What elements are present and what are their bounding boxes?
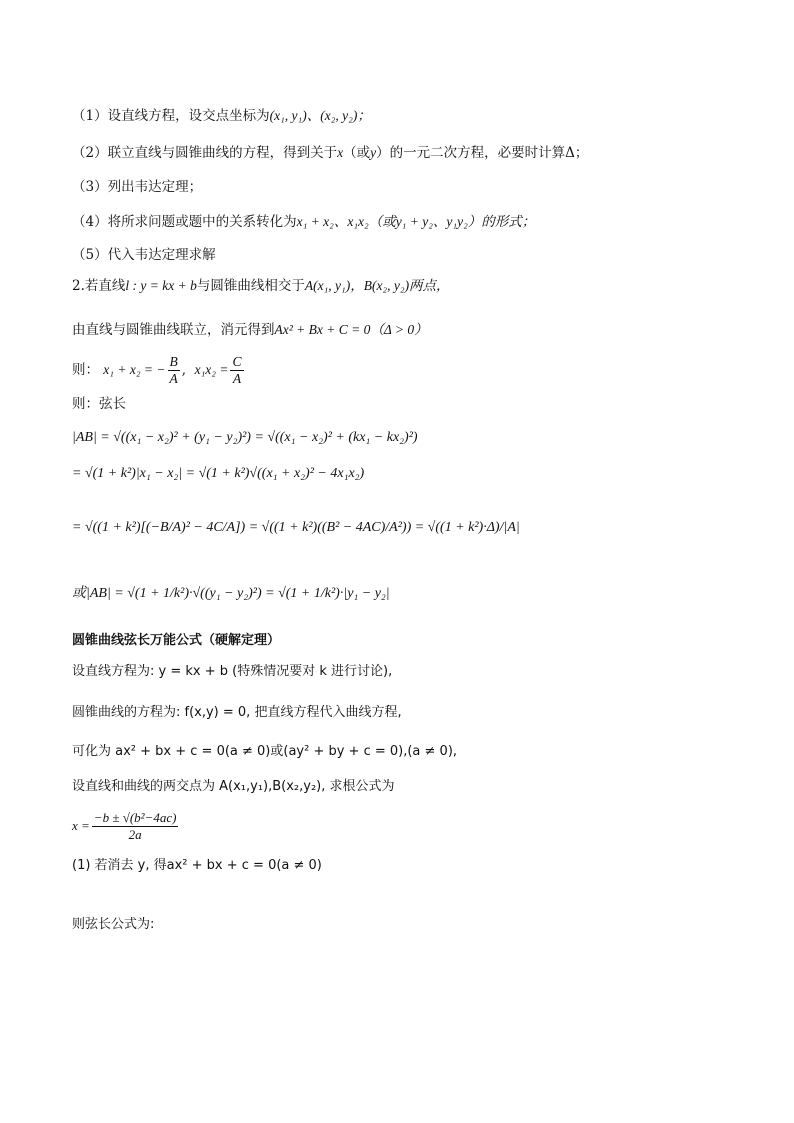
- step-4-math: x₁ + x₂、x₁x₂（或y₁ + y₂、y₁y₂）的形式；: [296, 214, 536, 229]
- root-formula-fraction: [92, 810, 179, 843]
- step-3-text: （3）列出韦达定理；: [72, 179, 203, 195]
- vieta-sum-denominator: A: [169, 371, 178, 386]
- vieta-sum-numerator: B: [169, 354, 178, 369]
- chord-equation-1: |AB| = √((x₁ − x₂)² + (y₁ − y₂)²) = √((x₁ − x₂)² + (kx₁ − kx₂)²): [72, 430, 418, 445]
- vieta-line: 则： x₁ + x₂ = − $\frac{B}{A}$ , x₁x₂ = $\frac{C}{A}$: [72, 354, 242, 386]
- chord-equation-3: = √((1 + k²)[(−B/A)² − 4C/A]) = √((1 + k²)((B² − 4AC)/A²)) = √((1 + k²)·Δ)/|A|: [72, 520, 520, 535]
- section2-intro-text: 2.若直线: [72, 278, 126, 294]
- universal-p5: (1) 若消去 y, 得ax² + bx + c = 0(a ≠ 0): [72, 858, 322, 873]
- then-label: 则：: [72, 362, 99, 378]
- vieta-sum-fraction: [168, 354, 180, 387]
- universal-p1: 设直线方程为: y = kx + b (特殊情况要对 k 进行讨论),: [72, 664, 393, 679]
- vieta-product-denominator: A: [232, 371, 242, 386]
- vieta-product-numerator: C: [232, 354, 242, 369]
- elimination-line: [72, 320, 428, 340]
- universal-p2: 圆锥曲线的方程为: f(x,y) = 0, 把直线方程代入曲线方程,: [72, 705, 402, 720]
- universal-p4: 设直线和曲线的两交点为 A(x₁,y₁),B(x₂,y₂), 求根公式为: [72, 779, 395, 794]
- root-formula: [72, 806, 180, 847]
- step-2-text: （2）联立直线与圆锥曲线的方程，得到关于: [72, 145, 338, 161]
- line-equation: l : y = kx + b: [125, 278, 197, 293]
- step-2-end: ）的一元二次方程，必要时计算Δ；: [376, 145, 589, 161]
- step-4: [72, 212, 535, 232]
- elimination-text: 由直线与圆锥曲线联立，消元得到: [72, 322, 275, 338]
- step-4-text: （4）将所求问题或题中的关系转化为: [72, 214, 297, 230]
- intersection-points: A(x₁, y₁)，B(x₂, y₂)两点，: [304, 278, 450, 293]
- chord-label: [72, 394, 126, 414]
- step-1-math: (x₁, y₁)、(x₂, y₂)；: [269, 108, 371, 123]
- quadratic-equation: Ax² + Bx + C = 0（Δ > 0）: [274, 322, 428, 337]
- step-2-y: y: [370, 145, 377, 160]
- step-5-text: （5）代入韦达定理求解: [72, 247, 216, 263]
- step-2-x: x: [337, 145, 344, 160]
- universal-p6: 则弦长公式为:: [72, 917, 155, 932]
- step-2-mid: （或: [343, 145, 371, 161]
- section2-intro-mid: 与圆锥曲线相交于: [196, 278, 305, 294]
- step-1-text: （1）设直线方程，设交点坐标为: [72, 108, 270, 124]
- vieta-product: x₁x₂ =: [194, 362, 229, 377]
- step-1: [72, 106, 371, 126]
- step-2: [72, 143, 588, 163]
- section2-intro: [72, 276, 450, 296]
- step-5: [72, 245, 216, 265]
- universal-heading: 圆锥曲线弦长万能公式（硬解定理）: [72, 633, 281, 648]
- root-formula-numerator: −b ± √(b²−4ac): [93, 810, 177, 825]
- chord-equation-4: 或|AB| = √(1 + 1/k²)·√((y₁ − y₂)²) = √(1 + 1/k²)·|y₁ − y₂|: [72, 586, 390, 601]
- root-formula-denominator: 2a: [128, 827, 142, 842]
- chord-label-text: 则：弦长: [72, 396, 126, 412]
- chord-equation-2: = √(1 + k²)|x₁ − x₂| = √(1 + k²)√((x₁ + x₂)² − 4x₁x₂): [72, 466, 365, 481]
- universal-p3: 可化为 ax² + bx + c = 0(a ≠ 0)或(ay² + by + c = 0),(a ≠ 0),: [72, 744, 458, 759]
- root-formula-lhs: x =: [72, 818, 90, 833]
- step-3: [72, 177, 202, 197]
- vieta-product-fraction: [230, 354, 243, 387]
- vieta-sum: x₁ + x₂ = −: [103, 362, 166, 377]
